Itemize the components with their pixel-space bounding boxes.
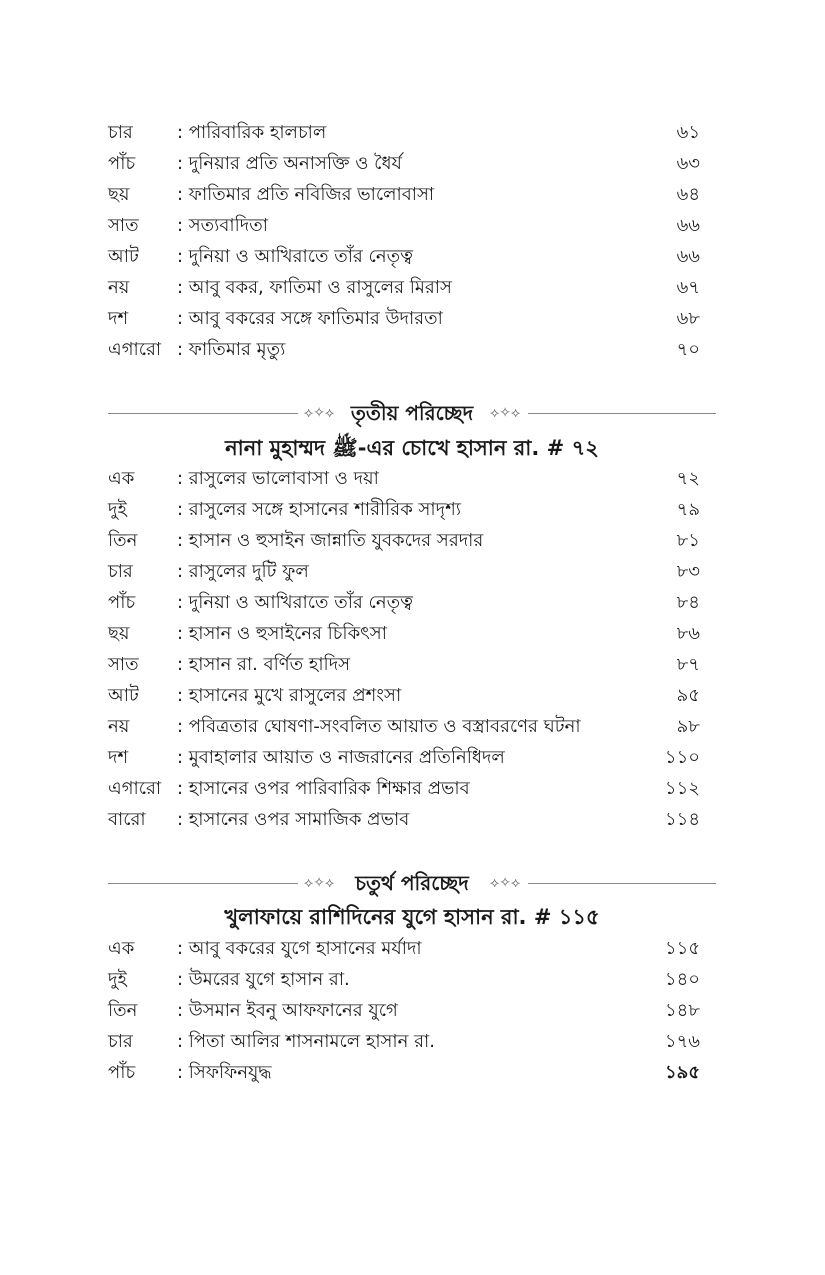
entry-title: : রাসুলের সঙ্গে হাসানের শারীরিক সাদৃশ্য (177, 499, 461, 520)
toc-entry (108, 649, 708, 680)
toc-section-4 (108, 933, 708, 1088)
toc-section-2 (108, 117, 708, 365)
entry-title: : আবু বকর, ফাতিমা ও রাসুলের মিরাস (177, 277, 452, 298)
toc-entry (108, 933, 708, 964)
toc-entry (108, 494, 708, 525)
entry-page: ৬১ (676, 122, 700, 143)
entry-title: : হাসানের মুখে রাসুলের প্রশংসা (177, 685, 402, 706)
entry-number: চার (108, 1031, 133, 1052)
toc-entry (108, 303, 708, 334)
chapter-divider-4 (108, 868, 716, 898)
entry-page: ৯৫ (676, 685, 700, 706)
toc-entry (108, 680, 708, 711)
entry-number: ছয় (108, 623, 130, 644)
entry-number: নয় (108, 277, 130, 298)
chapter-heading: নানা মুহাম্মদ ﷺ-এর চোখে হাসান রা. # ৭২ (225, 436, 599, 460)
entry-title: : সত্যবাদিতা (177, 215, 268, 236)
entry-number: চার (108, 122, 133, 143)
toc-entry (108, 334, 708, 365)
entry-number: নয় (108, 716, 130, 737)
entry-page: ১৭৬ (664, 1031, 700, 1052)
entry-number: পাঁচ (108, 153, 136, 174)
divider-line-right (528, 413, 716, 414)
entry-number: সাত (108, 654, 139, 675)
ornament-icon: ⟡✧⟡ (304, 875, 335, 891)
entry-page: ১৪৮ (664, 1000, 700, 1021)
toc-entry (108, 742, 708, 773)
entry-page: ১১৫ (664, 938, 700, 959)
entry-number: এগারো (108, 339, 162, 360)
entry-number: চার (108, 561, 133, 582)
entry-page: ৭২ (676, 468, 700, 489)
toc-entry (108, 525, 708, 556)
entry-number: তিন (108, 530, 138, 551)
entry-title: : উমরের যুগে হাসান রা. (177, 969, 350, 990)
entry-title: : হাসানের ওপর পারিবারিক শিক্ষার প্রভাব (177, 778, 470, 799)
chapter-divider-3 (108, 398, 716, 428)
entry-number: পাঁচ (108, 1062, 136, 1083)
toc-entry (108, 117, 708, 148)
entry-number: দুই (108, 969, 127, 990)
entry-title: : হাসান ও হুসাইনের চিকিৎসা (177, 623, 387, 644)
toc-entry (108, 711, 708, 742)
toc-entry (108, 587, 708, 618)
entry-number: তিন (108, 1000, 138, 1021)
entry-title: : রাসুলের দুটি ফুল (177, 561, 309, 582)
entry-page: ৬৪ (676, 184, 700, 205)
ornament-icon: ⟡✧⟡ (490, 405, 521, 421)
entry-page: ৮৬ (676, 623, 700, 644)
entry-page: ৬৬ (676, 215, 700, 236)
entry-title: : হাসান ও হুসাইন জান্নাতি যুবকদের সরদার (177, 530, 484, 551)
toc-entry (108, 272, 708, 303)
entry-title: : ফাতিমার মৃত্যু (177, 339, 286, 360)
entry-page: ১৯৫ (664, 1062, 700, 1083)
entry-page: ৭০ (676, 339, 700, 360)
entry-title: : সিফফিনযুদ্ধ (177, 1062, 272, 1083)
entry-page: ১১২ (664, 778, 700, 799)
entry-page: ৮৪ (676, 592, 700, 613)
entry-number: দুই (108, 499, 127, 520)
entry-number: বারো (108, 809, 146, 830)
divider-line-right (528, 883, 716, 884)
entry-number: এক (108, 938, 135, 959)
entry-title: : রাসুলের ভালোবাসা ও দয়া (177, 468, 379, 489)
entry-page: ৭৯ (676, 499, 700, 520)
ornament-icon: ⟡✧⟡ (304, 405, 335, 421)
toc-entry (108, 556, 708, 587)
entry-title: : ফাতিমার প্রতি নবিজির ভালোবাসা (177, 184, 435, 205)
entry-title: : হাসান রা. বর্ণিত হাদিস (177, 654, 351, 675)
entry-page: ৬৩ (676, 153, 700, 174)
entry-number: সাত (108, 215, 139, 236)
toc-entry (108, 463, 708, 494)
entry-number: আট (108, 246, 139, 267)
chapter-label: চতুর্থ পরিচ্ছেদ (108, 868, 716, 898)
entry-title: : আবু বকরের সঙ্গে ফাতিমার উদারতা (177, 308, 443, 329)
entry-title: : পবিত্রতার ঘোষণা-সংবলিত আয়াত ও বস্ত্রাবরণের ঘটনা (177, 716, 581, 737)
toc-entry (108, 179, 708, 210)
entry-page: ১৪০ (664, 969, 700, 990)
toc-section-3 (108, 463, 708, 835)
entry-page: ১১৪ (664, 809, 700, 830)
entry-number: আট (108, 685, 139, 706)
toc-entry (108, 995, 708, 1026)
entry-number: ছয় (108, 184, 130, 205)
entry-number: দশ (108, 747, 129, 768)
entry-page: ৮৭ (676, 654, 700, 675)
toc-entry (108, 210, 708, 241)
entry-page: ৬৭ (676, 277, 700, 298)
entry-number: দশ (108, 308, 129, 329)
entry-title: : আবু বকরের যুগে হাসানের মর্যাদা (177, 938, 422, 959)
entry-title: : দুনিয়া ও আখিরাতে তাঁর নেতৃত্ব (177, 246, 413, 267)
toc-entry (108, 241, 708, 272)
entry-title: : পিতা আলির শাসনামলে হাসান রা. (177, 1031, 435, 1052)
toc-entry (108, 1057, 708, 1088)
toc-entry (108, 1026, 708, 1057)
chapter-label: তৃতীয় পরিচ্ছেদ (108, 398, 716, 428)
entry-page: ৯৮ (676, 716, 700, 737)
entry-number: এক (108, 468, 135, 489)
toc-entry (108, 964, 708, 995)
entry-title: : মুবাহালার আয়াত ও নাজরানের প্রতিনিধিদল (177, 747, 505, 768)
toc-entry (108, 804, 708, 835)
entry-number: পাঁচ (108, 592, 136, 613)
entry-title: : পারিবারিক হালচাল (177, 122, 327, 143)
entry-title: : দুনিয়ার প্রতি অনাসক্তি ও ধৈর্য (177, 153, 402, 174)
entry-page: ৬৬ (676, 246, 700, 267)
entry-page: ৮১ (676, 530, 700, 551)
ornament-icon: ⟡✧⟡ (490, 875, 521, 891)
entry-title: : হাসানের ওপর সামাজিক প্রভাব (177, 809, 410, 830)
entry-page: ৬৮ (676, 308, 700, 329)
chapter-heading: খুলাফায়ে রাশিদিনের যুগে হাসান রা. # ১১৫ (224, 905, 600, 929)
toc-entry (108, 618, 708, 649)
entry-page: ৮৩ (676, 561, 700, 582)
toc-entry (108, 773, 708, 804)
toc-entry (108, 148, 708, 179)
entry-title: : উসমান ইবনু আফফানের যুগে (177, 1000, 398, 1021)
entry-title: : দুনিয়া ও আখিরাতে তাঁর নেতৃত্ব (177, 592, 413, 613)
entry-page: ১১০ (664, 747, 700, 768)
entry-number: এগারো (108, 778, 162, 799)
